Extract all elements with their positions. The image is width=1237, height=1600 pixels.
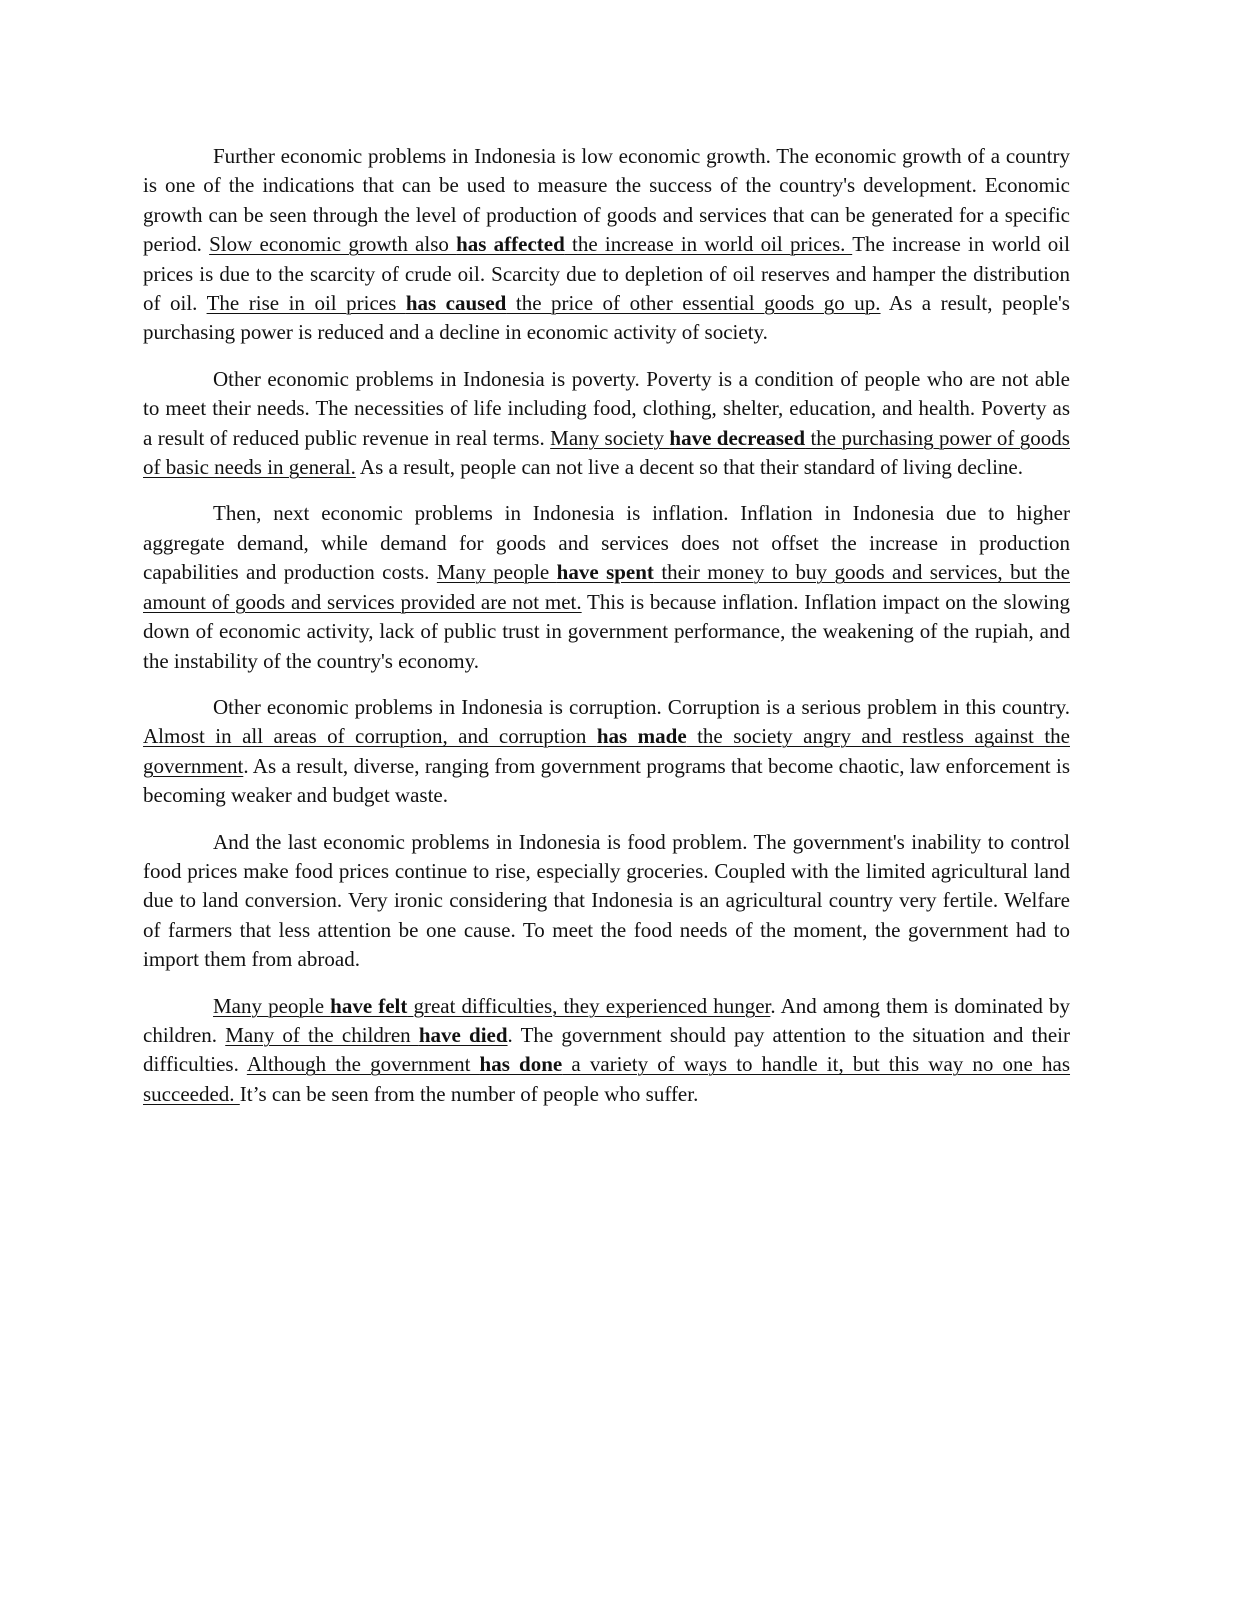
underlined-text: Many society — [550, 425, 670, 450]
paragraph-6 — [143, 992, 1070, 1110]
paragraph-5 — [143, 828, 1070, 975]
body-text: As a result, people can not live a decent so that their standard of living decline. — [355, 455, 1023, 480]
paragraph-3 — [143, 499, 1070, 675]
emphasized-verb: have spent — [556, 560, 654, 585]
body-text: Then, next economic problems in Indonesia is inflation. Inflation in Indonesia due to higher aggregate demand, while demand for goods and services does not offset the increase in production capabilities and production costs. — [143, 501, 1070, 585]
body-text: Other economic problems in Indonesia is corruption. Corruption is a serious problem in this country. — [213, 694, 1070, 719]
underlined-text: the society angry and restless against the government — [143, 724, 1070, 778]
emphasized-verb: have decreased — [669, 425, 806, 450]
underlined-text: Slow economic growth also — [209, 232, 457, 257]
body-text: . And among them is dominated by children. — [143, 993, 1070, 1047]
underlined-text: the price of other essential goods go up. — [506, 291, 881, 316]
body-text: Other economic problems in Indonesia is poverty. Poverty is a condition of people who are not able to meet their needs. The necessities of life including food, clothing, shelter, education, and health. Poverty as a result of reduced public revenue in real terms. — [143, 366, 1070, 450]
underlined-text: a variety of ways to handle it, but this way no one has succeeded. — [143, 1052, 1071, 1106]
underlined-text: Although the government — [246, 1052, 480, 1077]
underlined-text: great difficulties, they experienced hunger — [407, 993, 771, 1018]
paragraph-4 — [143, 693, 1070, 811]
underlined-text: Many people — [436, 560, 557, 585]
emphasized-verb: has made — [596, 724, 687, 749]
underlined-text: the purchasing power of goods of basic needs in general. — [143, 425, 1070, 480]
underlined-text: Almost in all areas of corruption, and corruption — [143, 724, 597, 749]
underlined-text: the increase in world oil prices. — [564, 232, 853, 257]
paragraph-1 — [143, 142, 1070, 348]
underlined-text: their money to buy goods and services, but the amount of goods and services provided are not met. — [143, 560, 1070, 614]
underlined-text: Many people — [213, 993, 331, 1018]
paragraph-2 — [143, 365, 1070, 483]
emphasized-verb: have died — [418, 1022, 508, 1047]
underlined-text: Many of the children — [225, 1022, 419, 1047]
body-text: . The government should pay attention to the situation and their difficulties. — [143, 1022, 1070, 1077]
emphasized-verb: has caused — [405, 291, 507, 316]
body-text: As a result, people's purchasing power is reduced and a decline in economic activity of society. — [143, 291, 1070, 345]
emphasized-verb: have felt — [330, 993, 408, 1018]
body-text: The increase in world oil prices is due to the scarcity of crude oil. Scarcity due to depletion of oil reserves and hamper the distribution of oil. — [143, 232, 1070, 316]
body-text: Further economic problems in Indonesia is low economic growth. The economic growth of a country is one of the indications that can be used to measure the success of the country's development. Economic growth can be seen through the level of production of goods and services that can be generated for a specific period. — [143, 144, 1070, 257]
body-text: And the last economic problems in Indonesia is food problem. The government's inability to control food prices make food prices continue to rise, especially groceries. Coupled with the limited agricultural land due to land conversion. Very ironic considering that Indonesia is an agricultural country very fertile. Welfare of farmers that less attention be one cause. To meet the food needs of the moment, the government had to import them from abroad. — [143, 829, 1070, 972]
document-page — [143, 142, 1070, 1126]
body-text: . As a result, diverse, ranging from government programs that become chaotic, law enforcement is becoming weaker and budget waste. — [143, 753, 1070, 808]
body-text: It’s can be seen from the number of people who suffer. — [239, 1081, 699, 1106]
emphasized-verb: has affected — [456, 232, 565, 257]
emphasized-verb: has done — [479, 1052, 563, 1077]
body-text: This is because inflation. Inflation impact on the slowing down of economic activity, lack of public trust in government performance, the weakening of the rupiah, and the instability of the country's economy. — [143, 589, 1071, 673]
underlined-text: The rise in oil prices — [206, 291, 406, 316]
